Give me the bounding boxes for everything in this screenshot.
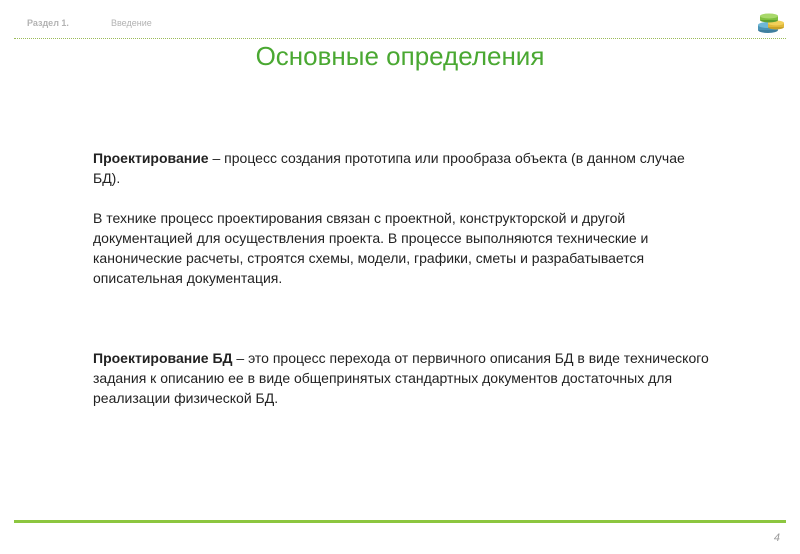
footer-divider	[14, 520, 786, 523]
page-number: 4	[773, 532, 780, 544]
definition-paragraph-db	[93, 348, 713, 408]
definition-term: Проектирование	[93, 150, 209, 166]
definition-term-db: Проектирование БД	[93, 350, 233, 366]
definition-text-db: – это процесс перехода от первичного описания БД в виде технического задания к описанию ее в виде общепринятых стандартных документов достаточных для реализации физической БД.	[93, 350, 709, 406]
slide-title: Основные определения	[255, 41, 545, 71]
database-stack-icon	[756, 10, 786, 34]
topic-label: Введение	[111, 18, 152, 28]
section-label: Раздел 1.	[27, 18, 69, 28]
body-paragraph: В технике процесс проектирования связан с проектной, конструкторской и другой документацией для осуществления проекта. В процессе выполняются технические и канонические расчеты, строятся схемы, модели, графики, сметы и разрабатывается описательная документация.	[93, 210, 649, 286]
definition-paragraph	[93, 148, 713, 188]
definition-text: – процесс создания прототипа или прообраза объекта (в данном случае БД).	[93, 150, 685, 186]
